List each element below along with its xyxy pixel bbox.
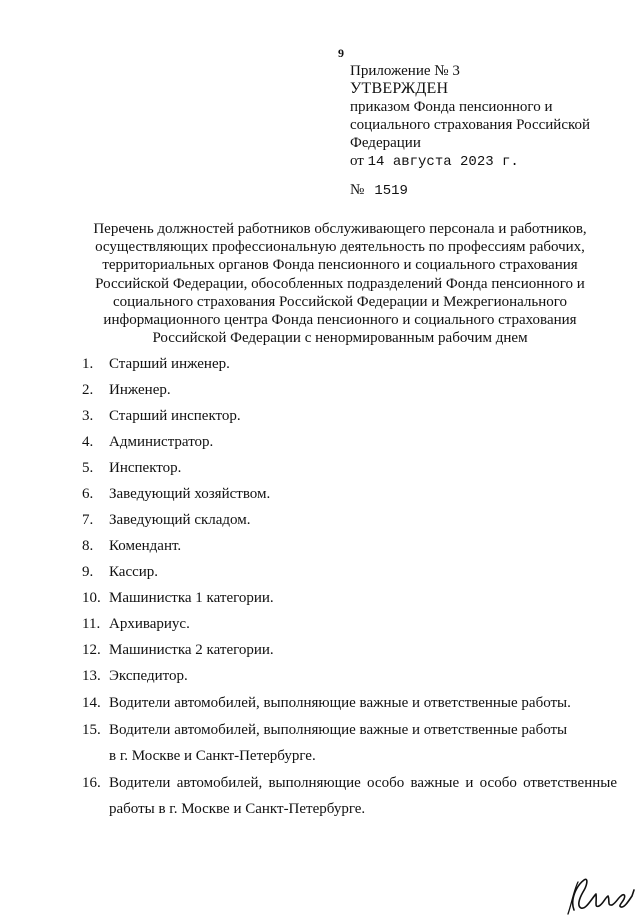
number-sign: № [350, 182, 365, 198]
order-date-line [350, 152, 630, 171]
item-number: 3. [82, 408, 94, 424]
item-text: Водители автомобилей, выполняющие важные и ответственные работы. [109, 695, 571, 711]
item-number: 7. [82, 512, 94, 528]
approval-block [350, 62, 630, 171]
title-line: Перечень должностей работников обслуживающего персонала и работников, [93, 221, 587, 237]
item-text: Инженер. [109, 382, 171, 398]
item-text-continued: в г. Москве и Санкт-Петербурге. [109, 748, 316, 764]
item-text: Машинистка 2 категории. [109, 642, 274, 658]
title-line: социального страхования Российской Федерации и Межрегионального [112, 293, 568, 310]
order-date: 14 августа 2023 г. [367, 154, 519, 170]
item-number: 4. [82, 434, 94, 450]
approved-label: УТВЕРЖДЕН [350, 80, 449, 97]
item-text: Комендант. [109, 538, 182, 554]
title-line: осуществляющих профессиональную деятельность по профессиям рабочих, [95, 239, 585, 256]
order-line-2: социального страхования Российской [350, 117, 591, 133]
item-text: Водители автомобилей, выполняющие важные и ответственные работы [109, 722, 568, 738]
item-number: 5. [82, 460, 94, 476]
order-number-line [350, 182, 408, 199]
title-line: территориальных органов Фонда пенсионного и социального страхования [102, 257, 578, 274]
item-text: Старший инспектор. [109, 408, 241, 424]
item-number: 13. [82, 668, 101, 684]
item-number: 2. [82, 382, 94, 398]
item-text: Заведующий хозяйством. [109, 486, 271, 502]
date-prefix: от [350, 153, 364, 169]
order-line-1: приказом Фонда пенсионного и [350, 99, 553, 115]
signature [566, 872, 636, 918]
item-number: 10. [82, 590, 101, 606]
item-text: Инспектор. [109, 460, 182, 476]
item-text: Кассир. [109, 564, 159, 580]
item-number: 12. [82, 642, 101, 658]
title-line: информационного центра Фонда пенсионного и социального страхования [103, 312, 577, 329]
page-number: 9 [338, 46, 344, 60]
item-text: Заведующий складом. [109, 512, 251, 528]
document-title [70, 220, 610, 347]
item-text: Машинистка 1 категории. [109, 590, 274, 606]
item-number: 14. [82, 695, 101, 711]
order-line-3: Федерации [350, 135, 421, 151]
item-text: Экспедитор. [109, 668, 188, 684]
item-number: 9. [82, 564, 94, 580]
item-number: 11. [82, 616, 101, 632]
item-number: 8. [82, 538, 94, 554]
item-text: Администратор. [109, 434, 214, 450]
item-text: Архивариус. [109, 616, 190, 632]
appendix-label: Приложение № 3 [350, 63, 460, 79]
item-text: Водители автомобилей, выполняющие особо важные и особо ответственные [109, 775, 617, 791]
item-number: 1. [82, 356, 94, 372]
item-text-continued: работы в г. Москве и Санкт-Петербурге. [109, 801, 366, 817]
item-number: 15. [82, 722, 101, 738]
item-number: 6. [82, 486, 94, 502]
item-text: Старший инженер. [109, 356, 230, 372]
title-line: Российской Федерации с ненормированным рабочим днем [152, 330, 528, 347]
item-number: 16. [82, 775, 101, 791]
order-number: 1519 [374, 183, 408, 199]
title-line: Российской Федерации, обособленных подразделений Фонда пенсионного и [95, 275, 585, 292]
